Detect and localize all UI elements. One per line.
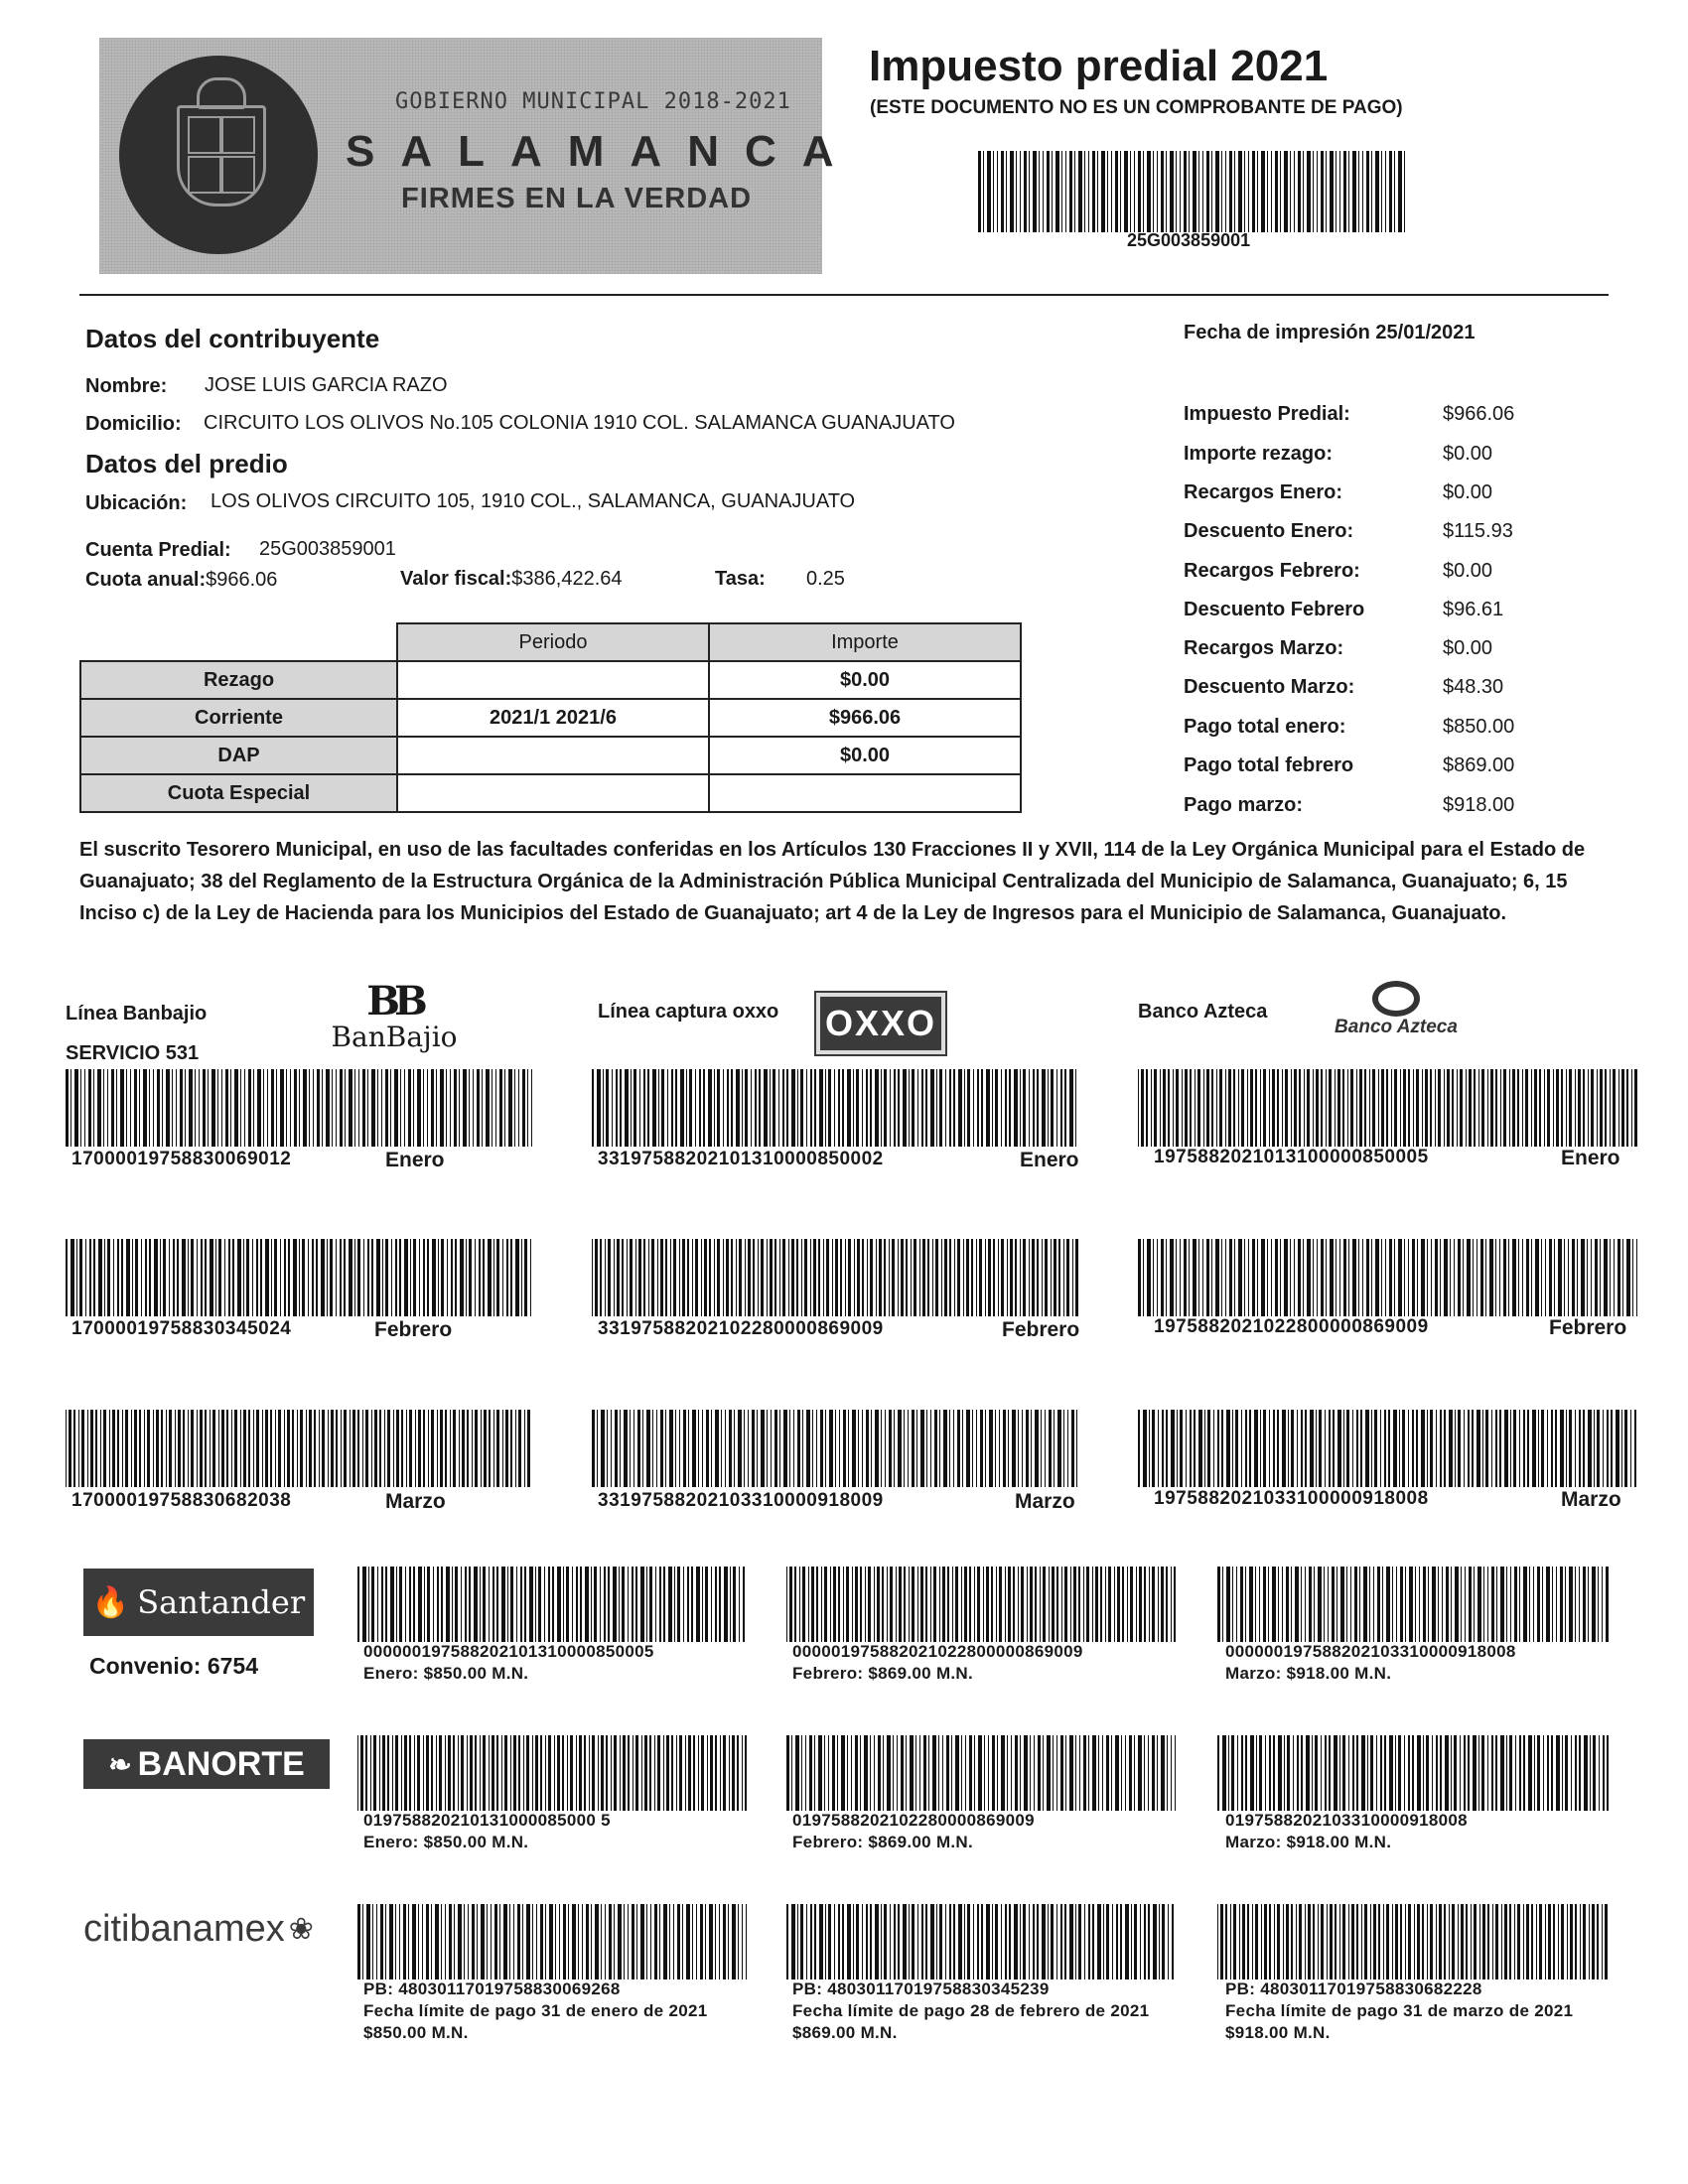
oxxo-label: Línea captura oxxo bbox=[598, 1001, 779, 1023]
summary-value: $115.93 bbox=[1443, 520, 1513, 542]
table-row bbox=[80, 661, 1021, 699]
valor-label: Valor fiscal: bbox=[400, 568, 512, 590]
oxxo-logo: OXXO bbox=[816, 993, 945, 1054]
header-barcode bbox=[978, 151, 1405, 232]
summary-value: $96.61 bbox=[1443, 599, 1504, 620]
row-importe: $0.00 bbox=[709, 661, 1021, 699]
row-periodo: 2021/1 2021/6 bbox=[397, 699, 709, 737]
valor-value: $386,422.64 bbox=[511, 568, 623, 590]
santander-barcode-marzo bbox=[1217, 1567, 1611, 1642]
banorte-amount: Enero: $850.00 M.N. bbox=[363, 1833, 529, 1851]
month-label: Marzo bbox=[1015, 1490, 1075, 1513]
flame-icon: 🔥 bbox=[91, 1585, 130, 1619]
citibanamex-barcode-enero bbox=[357, 1904, 747, 1979]
convenio: Convenio: 6754 bbox=[89, 1653, 258, 1679]
banbajio-barcode-marzo bbox=[66, 1410, 532, 1487]
azteca-logo-text: Banco Azteca bbox=[1335, 1017, 1458, 1037]
santander-amount: Enero: $850.00 M.N. bbox=[363, 1664, 529, 1683]
month-label: Febrero bbox=[374, 1318, 453, 1341]
domicilio-value: CIRCUITO LOS OLIVOS No.105 COLONIA 1910 COL. SALAMANCA GUANAJUATO bbox=[204, 412, 955, 434]
cuota-anual bbox=[85, 569, 277, 592]
oxxo-code: 33197588202103310000918009 bbox=[598, 1490, 884, 1511]
header-barcode-number: 25G003859001 bbox=[1127, 230, 1251, 250]
oxxo-code: 33197588202102280000869009 bbox=[598, 1318, 884, 1339]
citibanamex-date: Fecha límite de pago 31 de marzo de 2021 bbox=[1225, 2001, 1574, 2020]
summary-value: $869.00 bbox=[1443, 754, 1515, 776]
cuota-value: $966.06 bbox=[206, 569, 278, 591]
table-header-row bbox=[80, 623, 1021, 661]
table-row bbox=[80, 774, 1021, 812]
banorte-barcode-marzo bbox=[1217, 1735, 1611, 1811]
oxxo-code: 33197588202101310000850002 bbox=[598, 1149, 884, 1169]
citibanamex-amount: $869.00 M.N. bbox=[792, 2023, 898, 2042]
summary-label: Recargos Marzo: bbox=[1184, 637, 1344, 659]
table-row bbox=[80, 699, 1021, 737]
banbajio-logo bbox=[320, 978, 469, 1062]
santander-logo-text: Santander bbox=[137, 1583, 306, 1621]
month-label: Marzo bbox=[385, 1490, 446, 1513]
citibanamex-code: PB: 48030117019758830345239 bbox=[792, 1979, 1050, 1998]
santander-barcode-enero bbox=[357, 1567, 747, 1642]
divider bbox=[79, 294, 1609, 296]
citibanamex-code: PB: 48030117019758830069268 bbox=[363, 1979, 621, 1998]
azteca-barcode-enero bbox=[1138, 1069, 1638, 1147]
tasa-label: Tasa: bbox=[715, 568, 766, 590]
banorte-logo bbox=[83, 1739, 330, 1789]
row-importe: $966.06 bbox=[709, 699, 1021, 737]
summary-label: Descuento Febrero bbox=[1184, 599, 1365, 620]
row-concepto: Cuota Especial bbox=[80, 774, 397, 812]
banorte-code: 0197588202103310000918008 bbox=[1225, 1811, 1468, 1830]
santander-logo bbox=[83, 1569, 314, 1636]
valor-fiscal bbox=[400, 568, 623, 591]
santander-barcode-febrero bbox=[786, 1567, 1176, 1642]
banbajio-label: Línea Banbajio bbox=[66, 1003, 208, 1024]
santander-amount: Febrero: $869.00 M.N. bbox=[792, 1664, 974, 1683]
row-importe bbox=[709, 774, 1021, 812]
summary-value: $0.00 bbox=[1443, 481, 1493, 503]
azteca-code: 1975882021033100000918008 bbox=[1154, 1488, 1429, 1509]
summary-value: $0.00 bbox=[1443, 637, 1493, 659]
summary-label: Pago marzo: bbox=[1184, 794, 1304, 816]
citibanamex-code: PB: 48030117019758830682228 bbox=[1225, 1979, 1482, 1998]
santander-code: 000000197588202103310000918008 bbox=[1225, 1642, 1516, 1661]
gov-line: GOBIERNO MUNICIPAL 2018-2021 bbox=[395, 89, 791, 114]
azteca-barcode-marzo bbox=[1138, 1410, 1638, 1487]
banorte-barcode-febrero bbox=[786, 1735, 1176, 1811]
summary-value: $850.00 bbox=[1443, 716, 1515, 738]
summary-label: Pago total febrero bbox=[1184, 754, 1354, 776]
banorte-mark-icon: ❧ bbox=[108, 1748, 132, 1780]
banbajio-code: 17000019758830345024 bbox=[71, 1318, 292, 1339]
ubicacion-label: Ubicación: bbox=[85, 492, 188, 514]
table-header-periodo: Periodo bbox=[397, 623, 709, 661]
domicilio-label: Domicilio: bbox=[85, 413, 182, 435]
citibanamex-date: Fecha límite de pago 28 de febrero de 2021 bbox=[792, 2001, 1150, 2020]
citibanamex-amount: $850.00 M.N. bbox=[363, 2023, 469, 2042]
summary-value: $918.00 bbox=[1443, 794, 1515, 816]
row-periodo bbox=[397, 661, 709, 699]
nombre-label: Nombre: bbox=[85, 375, 168, 397]
banbajio-servicio: SERVICIO 531 bbox=[66, 1042, 200, 1064]
summary-value: $0.00 bbox=[1443, 443, 1493, 465]
santander-code: 000001975882021022800000869009 bbox=[792, 1642, 1083, 1661]
summary-label: Descuento Enero: bbox=[1184, 520, 1354, 542]
page-title: Impuesto predial 2021 bbox=[869, 42, 1329, 90]
azteca-eye-icon bbox=[1372, 981, 1420, 1017]
banbajio-logo-text: BanBajio bbox=[331, 1021, 458, 1053]
banbajio-code: 17000019758830682038 bbox=[71, 1490, 292, 1511]
month-label: Enero bbox=[1020, 1149, 1079, 1171]
cuota-label: Cuota anual: bbox=[85, 569, 207, 591]
row-periodo bbox=[397, 737, 709, 774]
month-label: Enero bbox=[385, 1149, 445, 1171]
azteca-barcode-febrero bbox=[1138, 1239, 1638, 1316]
citibanamex-amount: $918.00 M.N. bbox=[1225, 2023, 1331, 2042]
santander-code: 000000197588202101310000850005 bbox=[363, 1642, 654, 1661]
citibanamex-barcode-marzo bbox=[1217, 1904, 1611, 1979]
row-concepto: Rezago bbox=[80, 661, 397, 699]
city-name: SALAMANCA bbox=[346, 127, 860, 176]
contribuyente-heading: Datos del contribuyente bbox=[85, 324, 380, 353]
summary-value: $966.06 bbox=[1443, 403, 1515, 425]
citibanamex-date: Fecha límite de pago 31 de enero de 2021 bbox=[363, 2001, 708, 2020]
banbajio-bb-icon: BB bbox=[366, 978, 422, 1024]
month-label: Enero bbox=[1561, 1147, 1620, 1169]
banbajio-barcode-febrero bbox=[66, 1239, 532, 1316]
ubicacion-value: LOS OLIVOS CIRCUITO 105, 1910 COL., SALAMANCA, GUANAJUATO bbox=[211, 490, 856, 512]
row-periodo bbox=[397, 774, 709, 812]
azteca-code: 1975882021013100000850005 bbox=[1154, 1147, 1429, 1167]
oxxo-barcode-marzo bbox=[592, 1410, 1078, 1487]
nombre-value: JOSE LUIS GARCIA RAZO bbox=[205, 374, 448, 396]
row-concepto: Corriente bbox=[80, 699, 397, 737]
banorte-code: 0197588202102280000869009 bbox=[792, 1811, 1035, 1830]
azteca-label: Banco Azteca bbox=[1138, 1001, 1268, 1023]
row-importe: $0.00 bbox=[709, 737, 1021, 774]
azteca-logo bbox=[1327, 975, 1466, 1054]
banorte-logo-text: BANORTE bbox=[137, 1744, 305, 1783]
summary-label: Descuento Marzo: bbox=[1184, 676, 1355, 698]
summary-label: Recargos Febrero: bbox=[1184, 560, 1360, 582]
month-label: Febrero bbox=[1549, 1316, 1627, 1339]
banorte-amount: Febrero: $869.00 M.N. bbox=[792, 1833, 974, 1851]
motto: FIRMES EN LA VERDAD bbox=[401, 183, 753, 214]
month-label: Febrero bbox=[1002, 1318, 1080, 1341]
citibanamex-mark-icon: ❀ bbox=[288, 1913, 314, 1946]
citibanamex-barcode-febrero bbox=[786, 1904, 1176, 1979]
row-concepto: DAP bbox=[80, 737, 397, 774]
banorte-barcode-enero bbox=[357, 1735, 747, 1811]
summary-label: Importe rezago: bbox=[1184, 443, 1334, 465]
banorte-amount: Marzo: $918.00 M.N. bbox=[1225, 1833, 1392, 1851]
banbajio-code: 17000019758830069012 bbox=[71, 1149, 292, 1169]
summary-label: Pago total enero: bbox=[1184, 716, 1346, 738]
table-header-importe: Importe bbox=[709, 623, 1021, 661]
table-row bbox=[80, 737, 1021, 774]
summary-label: Impuesto Predial: bbox=[1184, 403, 1350, 425]
page-subtitle: (ESTE DOCUMENTO NO ES UN COMPROBANTE DE PAGO) bbox=[870, 97, 1403, 118]
municipal-banner bbox=[99, 38, 860, 274]
oxxo-barcode-enero bbox=[592, 1069, 1078, 1147]
print-date: Fecha de impresión 25/01/2021 bbox=[1184, 322, 1476, 343]
citibanamex-logo bbox=[83, 1908, 314, 1951]
azteca-code: 1975882021022800000869009 bbox=[1154, 1316, 1429, 1337]
cuenta-label: Cuenta Predial: bbox=[85, 539, 231, 561]
summary-value: $0.00 bbox=[1443, 560, 1493, 582]
citibanamex-logo-text: citibanamex bbox=[83, 1908, 285, 1950]
summary-value: $48.30 bbox=[1443, 676, 1504, 698]
legal-text: El suscrito Tesorero Municipal, en uso de las facultades conferidas en los Artículos 130 Fracciones II y XVII, 114 de la Ley Orgánica Municipal para el Estado de Guanajuato; 38 del Reglamento de la Estructura Orgánica de la Administración Pública Municipal Centralizada del Municipio de Salamanca, Guanajuato; 6, 15 Inciso c) de la Ley de Hacienda para los Municipios del Estado de Guanajuato; art 4 de la Ley de Ingresos para el Municipio de Salamanca, Guanajuato. bbox=[79, 839, 1586, 924]
banbajio-barcode-enero bbox=[66, 1069, 532, 1147]
summary-label: Recargos Enero: bbox=[1184, 481, 1343, 503]
santander-amount: Marzo: $918.00 M.N. bbox=[1225, 1664, 1392, 1683]
municipal-seal-icon bbox=[119, 56, 318, 254]
oxxo-barcode-febrero bbox=[592, 1239, 1078, 1316]
cuenta-value: 25G003859001 bbox=[259, 538, 396, 560]
predio-heading: Datos del predio bbox=[85, 449, 288, 478]
banorte-code: 019758820210131000085000 5 bbox=[363, 1811, 611, 1830]
month-label: Marzo bbox=[1561, 1488, 1621, 1511]
period-table bbox=[79, 622, 1022, 813]
tasa-value: 0.25 bbox=[806, 568, 845, 590]
